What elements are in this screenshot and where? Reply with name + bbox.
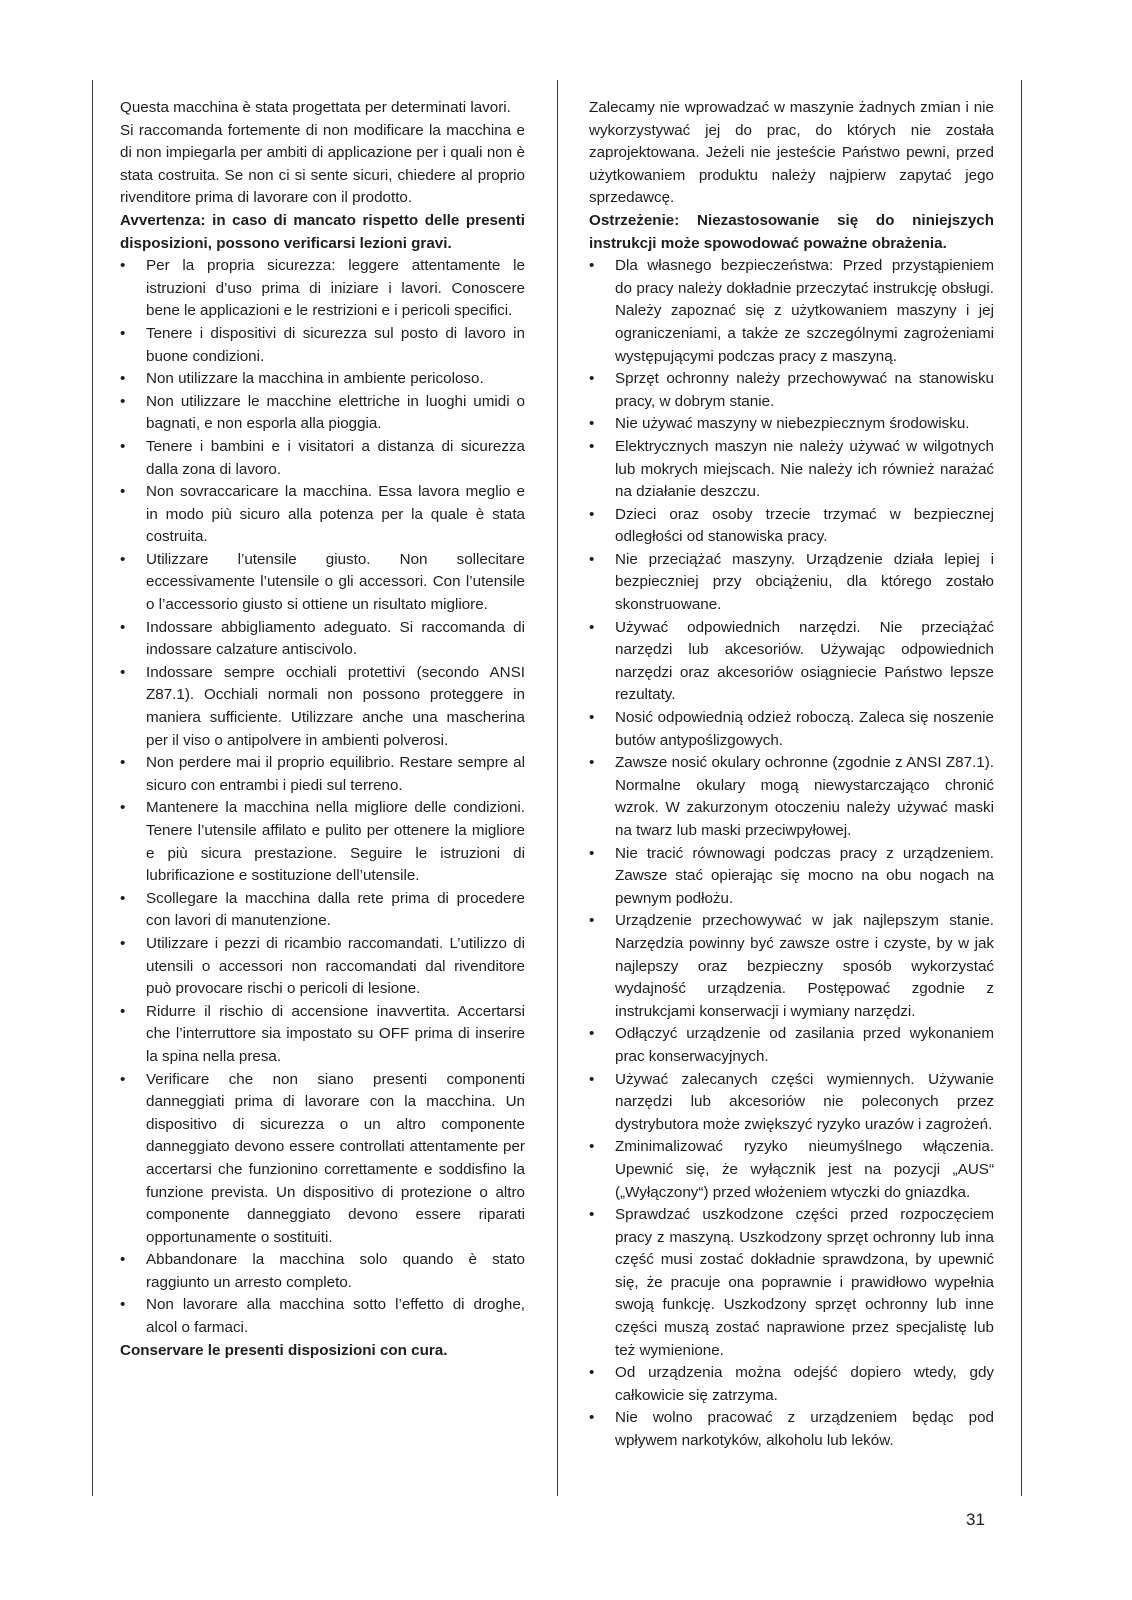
bullet-icon: • xyxy=(120,392,126,410)
italian-closing: Conservare le presenti disposizioni con cura. xyxy=(120,1341,448,1359)
italian-list-item-text: Non perdere mai il proprio equilibrio. Restare sempre al sicuro con entrambi i piedi sul terreno. xyxy=(146,754,525,794)
italian-list-item-text: Indossare sempre occhiali protettivi (secondo ANSI Z87.1). Occhiali normali non possono proteggere in maniera sufficiente. Utilizzare anche una mascherina per il viso o antipolvere in ambienti polverosi. xyxy=(146,663,525,749)
italian-list-item xyxy=(120,481,525,549)
italian-list-item xyxy=(120,255,525,323)
polish-column xyxy=(589,97,994,1453)
italian-list-item xyxy=(120,391,525,436)
polish-intro-paragraph: Zalecamy nie wprowadzać w maszynie żadnych zmian i nie wykorzystywać jej do prac, do których nie została zaprojektowana. Jeżeli nie jesteście Państwo pewni, przed użytkowaniem produktu należy najpierw zapytać jego sprzedawcę. xyxy=(589,99,994,207)
polish-list-item-text: Nosić odpowiednią odzież roboczą. Zaleca się noszenie butów antypoślizgowych. xyxy=(615,709,994,749)
italian-list-item-text: Non utilizzare le macchine elettriche in luoghi umidi o bagnati, e non esporla alla pioggia. xyxy=(146,392,525,433)
polish-list-item-text: Sprawdzać uszkodzone części przed rozpoczęciem pracy z maszyną. Uszkodzony sprzęt ochronny lub inna część musi zostać dokładnie sprawdzona, by upewnić się, że pracuje ona poprawnie i prawidłowo wypełnia swoją funkcję. Uszkodzony sprzęt ochronny lub inne części muszą zostać naprawione przez specjalistę lub też wymienione. xyxy=(615,1206,994,1359)
polish-list-item xyxy=(589,1069,994,1137)
bullet-icon: • xyxy=(120,483,126,501)
polish-list-item xyxy=(589,1023,994,1068)
polish-list-item xyxy=(589,707,994,752)
italian-list-item-text: Utilizzare l’utensile giusto. Non sollecitare eccessivamente l’utensile o gli accessori. Con l’utensile o l’accessorio giusto si ottiene un risultato migliore. xyxy=(146,550,525,614)
left-margin-rule xyxy=(92,80,93,1496)
polish-list-item xyxy=(589,752,994,842)
bullet-icon: • xyxy=(589,370,595,388)
bullet-icon: • xyxy=(120,370,126,388)
polish-list-item xyxy=(589,1362,994,1407)
bullet-icon: • xyxy=(589,912,595,930)
italian-list-item xyxy=(120,797,525,887)
bullet-icon: • xyxy=(120,1251,126,1269)
italian-list-item-text: Mantenere la macchina nella migliore delle condizioni. Tenere l’utensile affilato e pulito per ottenere la migliore e più sicura prestazione. Seguire le istruzioni di lubrificazione e sostituzione dell’utensile. xyxy=(146,799,525,885)
polish-list-item-text: Używać zalecanych części wymiennych. Używanie narzędzi lub akcesoriów nie poleconych przez dystrybutora może zwiększyć ryzyko urazów i zagrożeń. xyxy=(615,1070,994,1133)
italian-list-item xyxy=(120,368,525,391)
italian-list-item-text: Scollegare la macchina dalla rete prima di procedere con lavori di manutenzione. xyxy=(146,889,525,930)
bullet-icon: • xyxy=(589,1025,595,1043)
italian-list-item-text: Indossare abbigliamento adeguato. Si raccomanda di indossare calzature antiscivolo. xyxy=(146,618,525,659)
bullet-icon: • xyxy=(589,550,595,568)
bullet-icon: • xyxy=(589,257,595,275)
bullet-icon: • xyxy=(120,663,126,681)
italian-list-item-text: Non lavorare alla macchina sotto l’effetto di droghe, alcol o farmaci. xyxy=(146,1296,525,1337)
italian-list-item-text: Non utilizzare la macchina in ambiente pericoloso. xyxy=(146,370,484,388)
bullet-icon: • xyxy=(120,1296,126,1314)
italian-intro-paragraph: Si raccomanda fortemente di non modificare la macchina e di non impiegarla per ambiti di applicazione per i quali non è stata costruita. Se non ci si sente sicuri, chiedere al proprio rivenditore prima di lavorare con il prodotto. xyxy=(120,121,525,207)
polish-list-item xyxy=(589,1136,994,1204)
bullet-icon: • xyxy=(120,1070,126,1088)
polish-list-item xyxy=(589,549,994,617)
italian-list-item-text: Abbandonare la macchina solo quando è stato raggiunto un arresto completo. xyxy=(146,1251,525,1291)
bullet-icon: • xyxy=(589,1138,595,1156)
polish-list-item-text: Odłączyć urządzenie od zasilania przed wykonaniem prac konserwacyjnych. xyxy=(615,1025,994,1065)
polish-list-item-text: Nie tracić równowagi podczas pracy z urządzeniem. Zawsze stać opierając się mocno na obu nogach na pewnym podłożu. xyxy=(615,844,994,907)
polish-list-item-text: Elektrycznych maszyn nie należy używać w wilgotnych lub mokrych miejscach. Nie należy ich również narażać na działanie deszczu. xyxy=(615,437,994,501)
italian-list-item-text: Tenere i dispositivi di sicurezza sul posto di lavoro in buone condizioni. xyxy=(146,324,525,365)
bullet-icon: • xyxy=(589,1206,595,1224)
bullet-icon: • xyxy=(120,324,126,342)
italian-list-item xyxy=(120,888,525,933)
polish-list-item-text: Urządzenie przechowywać w jak najlepszym stanie. Narzędzia powinny być zawsze ostre i czyste, by w jak najlepszy oraz bezpieczny sposób wykorzystać wydajność urządzenia. Postępować zgodnie z instrukcjami konserwacji i wymiany narzędzi. xyxy=(615,912,994,1020)
polish-list-item xyxy=(589,413,994,436)
bullet-icon: • xyxy=(589,505,595,523)
italian-intro-line-1: Questa macchina è stata progettata per determinati lavori. xyxy=(120,99,511,116)
polish-list-item xyxy=(589,436,994,504)
polish-safety-list xyxy=(589,255,994,1452)
italian-list-item xyxy=(120,1069,525,1250)
bullet-icon: • xyxy=(589,618,595,636)
bullet-icon: • xyxy=(120,799,126,817)
italian-list-item xyxy=(120,752,525,797)
polish-list-item xyxy=(589,617,994,707)
polish-list-item-text: Od urządzenia można odejść dopiero wtedy, gdy całkowicie się zatrzyma. xyxy=(615,1364,994,1404)
italian-column xyxy=(120,97,525,1362)
italian-list-item xyxy=(120,1001,525,1069)
italian-list-item-text: Per la propria sicurezza: leggere attentamente le istruzioni d’uso prima di iniziare i lavori. Conoscere bene le applicazioni e le restrizioni e i pericoli specifici. xyxy=(146,257,525,320)
italian-list-item xyxy=(120,1294,525,1339)
polish-list-item xyxy=(589,1204,994,1362)
page-number: 31 xyxy=(966,1510,985,1529)
italian-list-item xyxy=(120,1249,525,1294)
italian-warning: Avvertenza: in caso di mancato rispetto delle presenti disposizioni, possono verificarsi lezioni gravi. xyxy=(120,211,525,252)
italian-list-item xyxy=(120,617,525,662)
polish-list-item xyxy=(589,843,994,911)
right-margin-rule xyxy=(1021,80,1022,1496)
italian-list-item xyxy=(120,662,525,752)
center-column-rule xyxy=(557,80,558,1496)
polish-list-item-text: Zawsze nosić okulary ochronne (zgodnie z ANSI Z87.1). Normalne okulary mogą niewystarczająco chronić wzrok. W zakurzonym otoczeniu należy używać maski na twarz lub maski przeciwpyłowej. xyxy=(615,754,994,839)
italian-list-item-text: Non sovraccaricare la macchina. Essa lavora meglio e in modo più sicuro alla potenza per la quale è stata costruita. xyxy=(146,483,525,546)
italian-list-item-text: Utilizzare i pezzi di ricambio raccomandati. L’utilizzo di utensili o accessori non raccomandati dal rivenditore può provocare rischi o pericoli di lesione. xyxy=(146,934,525,998)
bullet-icon: • xyxy=(120,437,126,455)
italian-list-item xyxy=(120,436,525,481)
bullet-icon: • xyxy=(589,709,595,727)
bullet-icon: • xyxy=(589,844,595,862)
bullet-icon: • xyxy=(120,618,126,636)
bullet-icon: • xyxy=(589,1409,595,1427)
bullet-icon: • xyxy=(120,257,126,275)
bullet-icon: • xyxy=(589,415,595,433)
italian-list-item xyxy=(120,549,525,617)
polish-list-item xyxy=(589,368,994,413)
italian-list-item xyxy=(120,323,525,368)
polish-warning: Ostrzeżenie: Niezastosowanie się do niniejszych instrukcji może spowodować poważne obrażenia. xyxy=(589,211,994,252)
polish-list-item-text: Nie przeciążać maszyny. Urządzenie działa lepiej i bezpieczniej przy obciążeniu, dla którego zostało skonstruowane. xyxy=(615,550,994,614)
bullet-icon: • xyxy=(589,437,595,455)
polish-list-item xyxy=(589,504,994,549)
italian-list-item-text: Tenere i bambini e i visitatori a distanza di sicurezza dalla zona di lavoro. xyxy=(146,437,525,478)
bullet-icon: • xyxy=(589,754,595,772)
bullet-icon: • xyxy=(120,1002,126,1020)
bullet-icon: • xyxy=(589,1070,595,1088)
polish-list-item xyxy=(589,1407,994,1452)
polish-list-item-text: Nie wolno pracować z urządzeniem będąc pod wpływem narkotyków, alkoholu lub leków. xyxy=(615,1409,994,1450)
italian-list-item-text: Ridurre il rischio di accensione inavvertita. Accertarsi che l’interruttore sia impostato su OFF prima di inserire la spina nella presa. xyxy=(146,1002,525,1065)
polish-list-item-text: Sprzęt ochronny należy przechowywać na stanowisku pracy, w dobrym stanie. xyxy=(615,370,994,410)
bullet-icon: • xyxy=(120,754,126,772)
italian-list-item-text: Verificare che non siano presenti componenti danneggiati prima di lavorare con la macchina. Un dispositivo di sicurezza o un altro componente danneggiato devono essere controllati attentamente per accertarsi che funzionino correttamente e soddisfino la funzione prevista. Un dispositivo di protezione o altro componente danneggiato devono essere riparati opportunamente o sostituiti. xyxy=(146,1070,525,1246)
bullet-icon: • xyxy=(589,1364,595,1382)
bullet-icon: • xyxy=(120,889,126,907)
polish-list-item-text: Dzieci oraz osoby trzecie trzymać w bezpiecznej odległości od stanowiska pracy. xyxy=(615,505,994,546)
polish-list-item-text: Dla własnego bezpieczeństwa: Przed przystąpieniem do pracy należy dokładnie przeczytać instrukcję obsługi. Należy zapoznać się z użytkowaniem maszyny i jej ograniczeniami, a także ze szczególnymi zagrożeniami występującymi podczas pracy z maszyną. xyxy=(615,257,994,365)
polish-list-item xyxy=(589,255,994,368)
italian-list-item xyxy=(120,933,525,1001)
polish-list-item-text: Używać odpowiednich narzędzi. Nie przeciążać narzędzi lub akcesoriów. Używając odpowiednich narzędzi oraz akcesoriów osiągniecie Państwo lepsze rezultaty. xyxy=(615,618,994,704)
bullet-icon: • xyxy=(120,550,126,568)
polish-list-item-text: Nie używać maszyny w niebezpiecznym środowisku. xyxy=(615,415,970,433)
bullet-icon: • xyxy=(120,934,126,952)
italian-safety-list xyxy=(120,255,525,1340)
polish-list-item-text: Zminimalizować ryzyko nieumyślnego włączenia. Upewnić się, że wyłącznik jest na pozycji „AUS“ („Wyłączony“) przed włożeniem wtyczki do gniazdka. xyxy=(615,1138,994,1201)
polish-list-item xyxy=(589,910,994,1023)
